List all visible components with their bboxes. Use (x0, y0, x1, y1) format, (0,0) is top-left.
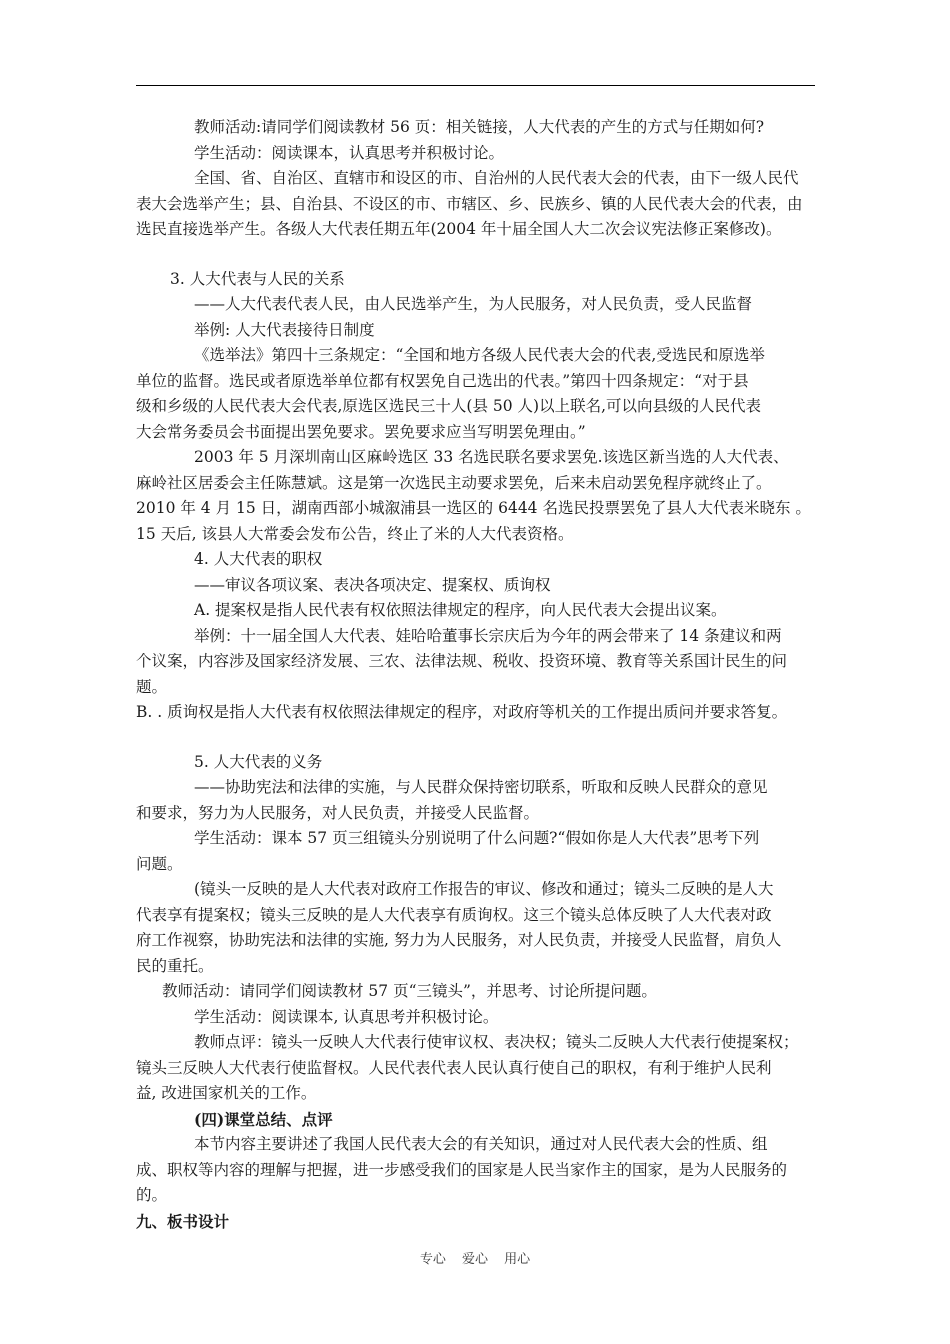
paragraph-line: 大会常务委员会书面提出罢免要求。罢免要求应当写明罢免理由。” (136, 422, 586, 441)
paragraph-line: 单位的监督。选民或者原选举单位都有权罢免自己选出的代表。”第四十四条规定：“对于县 (136, 371, 749, 390)
section-heading: 4. 人大代表的职权 (194, 550, 323, 568)
paragraph-line: 麻岭社区居委会主任陈慧斌。这是第一次选民主动要求罢免，后来未启动罢免程序就终止了。 (136, 473, 772, 492)
paragraph-line: A. 提案权是指人民代表有权依照法律规定的程序，向人民代表大会提出议案。 (194, 601, 727, 619)
paragraph-line: 的。 (136, 1186, 168, 1204)
paragraph-line: 本节内容主要讲述了我国人民代表大会的有关知识，通过对人民代表大会的性质、组 (194, 1135, 768, 1153)
paragraph-line: 教师活动：请同学们阅读教材 57 页“三镜头”，并思考、讨论所提问题。 (162, 982, 657, 1000)
footer-text: 爱心 (461, 1252, 488, 1267)
paragraph-line: 题。 (136, 677, 168, 696)
paragraph-line: ——协助宪法和法律的实施，与人民群众保持密切联系，听取和反映人民群众的意见 (194, 778, 768, 796)
paragraph-line: 镜头三反映人大代表行使监督权。人民代表代表人民认真行使自己的职权，有利于维护人民利 (136, 1058, 772, 1077)
paragraph-line: 个议案，内容涉及国家经济发展、三农、法律法规、税收、投资环境、教育等关系国计民生的问 (136, 652, 788, 670)
header-rule (136, 85, 815, 86)
paragraph-line: 2003 年 5 月深圳南山区麻岭选区 33 名选民联名要求罢免.该选区新当选的人大代表、 (194, 448, 789, 466)
paragraph-line: 《选举法》第四十三条规定：“全国和地方各级人民代表大会的代表,受选民和原选举 (194, 346, 765, 364)
paragraph-line: ——审议各项议案、表决各项决定、提案权、质询权 (194, 575, 551, 594)
paragraph-line: 2010 年 4 月 15 日，湖南西部小城溆浦县一选区的 6444 名选民投票罢免了县人大代表米晓东 。 (136, 499, 811, 517)
paragraph-line: 问题。 (136, 854, 183, 873)
paragraph-line: 教师点评：镜头一反映人大代表行使审议权、表决权；镜头二反映人大代表行使提案权； (194, 1033, 799, 1051)
paragraph-line: 选民直接选举产生。各级人大代表任期五年(2004 年十届全国人大二次会议宪法修正案修改)。 (136, 220, 782, 238)
section-heading: 5. 人大代表的义务 (194, 752, 323, 771)
footer-text: 专心 (419, 1252, 446, 1267)
paragraph-line: 府工作视察，协助宪法和法律的实施, 努力为人民服务，对人民负责，并接受人民监督，肩负人 (136, 931, 782, 949)
section-heading: 九、板书设计 (136, 1211, 230, 1231)
paragraph-line: 民的重托。 (136, 956, 214, 975)
paragraph-line: 全国、省、自治区、直辖市和设区的市、自治州的人民代表大会的代表，由下一级人民代 (194, 169, 799, 187)
paragraph-line: 和要求，努力为人民服务，对人民负责，并接受人民监督。 (136, 803, 540, 822)
page-footer (0, 1248, 950, 1267)
paragraph-line: (镜头一反映的是人大代表对政府工作报告的审议、修改和通过；镜头二反映的是人大 (194, 880, 774, 898)
paragraph-line: 学生活动：阅读课本, 认真思考并积极讨论。 (194, 1007, 499, 1026)
paragraph-line: 成、职权等内容的理解与把握，进一步感受我们的国家是人民当家作主的国家，是为人民服务的 (136, 1160, 788, 1179)
paragraph-line: ——人大代表代表人民，由人民选举产生，为人民服务，对人民负责，受人民监督 (194, 295, 753, 313)
paragraph-line: 15 天后, 该县人大常委会发布公告，终止了米的人大代表资格。 (136, 524, 574, 543)
paragraph-line: 级和乡级的人民代表大会代表,原选区选民三十人(县 50 人)以上联名,可以向县级的人民代表 (136, 397, 762, 415)
paragraph-line: 举例：十一届全国人大代表、娃哈哈董事长宗庆后为今年的两会带来了 14 条建议和两 (194, 626, 782, 645)
footer-text: 用心 (504, 1252, 531, 1267)
paragraph-line: 代表享有提案权；镜头三反映的是人大代表享有质询权。这三个镜头总体反映了人大代表对政 (136, 905, 772, 924)
document-body (136, 115, 826, 1234)
paragraph-line: 表大会选举产生；县、自治县、不设区的市、市辖区、乡、民族乡、镇的人民代表大会的代表，由 (136, 194, 803, 213)
paragraph-line: 学生活动：阅读课本，认真思考并积极讨论。 (194, 143, 505, 162)
section-heading: 3. 人大代表与人民的关系 (170, 269, 345, 288)
paragraph-line: 益, 改进国家机关的工作。 (136, 1084, 317, 1102)
paragraph-line: 举例: 人大代表接待日制度 (194, 320, 375, 339)
paragraph-line: 教师活动:请同学们阅读教材 56 页：相关链接，人大代表的产生的方式与任期如何? (194, 118, 765, 136)
section-heading: (四)课堂总结、点评 (194, 1109, 333, 1129)
paragraph-line: B. . 质询权是指人大代表有权依照法律规定的程序，对政府等机关的工作提出质问并要求答复。 (136, 703, 788, 721)
paragraph-line: 学生活动：课本 57 页三组镜头分别说明了什么问题?“假如你是人大代表”思考下列 (194, 829, 760, 847)
